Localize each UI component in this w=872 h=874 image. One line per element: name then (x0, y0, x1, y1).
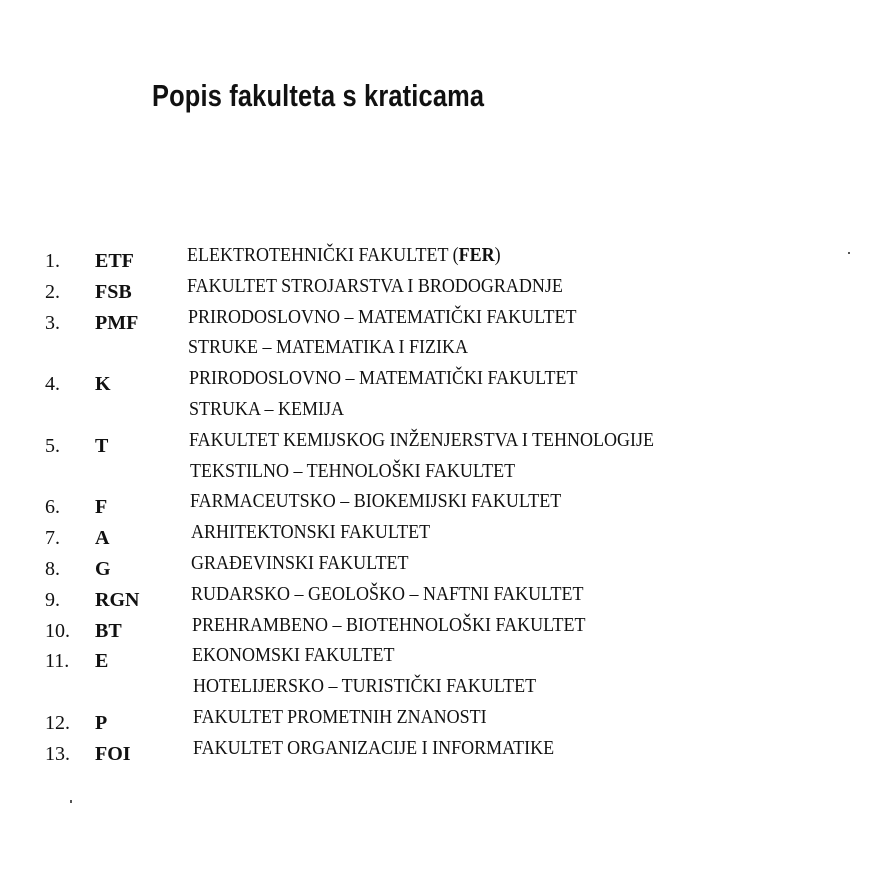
item-name: TEKSTILNO – TEHNOLOŠKI FAKULTET (189, 459, 515, 482)
item-number: 11. (45, 650, 70, 673)
item-number: 8. (45, 557, 60, 580)
item-name: EKONOMSKI FAKULTET (192, 644, 395, 667)
item-abbreviation: A (95, 527, 110, 550)
item-name: PRIRODOSLOVNO – MATEMATIČKI FAKULTET (188, 367, 578, 390)
item-name: STRUKE – MATEMATIKA I FIZIKA (188, 336, 469, 359)
item-name: GRAĐEVINSKI FAKULTET (191, 551, 409, 574)
list-item-continuation (0, 675, 872, 706)
item-number: 9. (45, 588, 60, 611)
item-number: 1. (45, 250, 60, 272)
item-name: FAKULTET ORGANIZACIJE I INFORMATIKE (193, 736, 555, 759)
list-item (0, 521, 872, 552)
item-name: FAKULTET STROJARSTVA I BRODOGRADNJE (187, 274, 564, 297)
scan-speck (70, 800, 72, 803)
item-name (187, 244, 501, 267)
item-number: 13. (45, 742, 70, 765)
item-abbreviation: P (95, 711, 108, 734)
list-item-continuation (0, 336, 872, 367)
item-abbreviation: E (95, 650, 109, 673)
item-abbreviation: ETF (95, 250, 134, 272)
list-item-continuation (0, 460, 872, 491)
item-abbreviation: G (95, 557, 111, 580)
list-item (0, 490, 872, 521)
item-name: STRUKA – KEMIJA (189, 397, 345, 420)
item-name: FAKULTET KEMIJSKOG INŽENJERSTVA I TEHNOLOGIJE (189, 428, 655, 451)
item-number: 4. (45, 373, 60, 396)
list-item (0, 367, 872, 398)
item-name: FAKULTET PROMETNIH ZNANOSTI (193, 705, 487, 728)
item-name-bold: FER (458, 244, 495, 266)
item-abbreviation: BT (95, 619, 122, 642)
page-title: Popis fakulteta s kraticama (152, 78, 485, 113)
list-item (0, 737, 872, 768)
item-abbreviation: FSB (95, 280, 132, 303)
item-name: PRIRODOSLOVNO – MATEMATIČKI FAKULTET (187, 305, 577, 328)
item-name-part: ELEKTROTEHNIČKI FAKULTET ( (187, 244, 459, 266)
item-number: 5. (45, 434, 60, 457)
item-number: 3. (45, 311, 60, 334)
item-abbreviation: PMF (95, 311, 139, 334)
item-abbreviation: F (95, 496, 108, 519)
item-number: 10. (45, 619, 70, 642)
list-item-continuation (0, 398, 872, 429)
item-number: 2. (45, 280, 60, 303)
scan-speck (848, 252, 850, 254)
list-item (0, 644, 872, 675)
list-item (0, 429, 872, 460)
item-number: 12. (45, 711, 70, 734)
item-name: PREHRAMBENO – BIOTEHNOLOŠKI FAKULTET (191, 613, 586, 636)
item-name-part: ) (494, 244, 501, 266)
item-abbreviation: T (95, 434, 109, 457)
item-abbreviation: K (95, 373, 111, 396)
item-abbreviation: RGN (95, 588, 140, 611)
list-item (0, 306, 872, 337)
item-number: 7. (45, 527, 60, 550)
list-item (0, 552, 872, 583)
list-item (0, 614, 872, 645)
item-name: HOTELIJERSKO – TURISTIČKI FAKULTET (192, 675, 536, 698)
item-name: ARHITEKTONSKI FAKULTET (190, 521, 430, 544)
faculty-list (0, 244, 872, 768)
item-abbreviation: FOI (95, 742, 131, 765)
item-number: 6. (45, 496, 60, 519)
list-item (0, 706, 872, 737)
item-name: RUDARSKO – GEOLOŠKO – NAFTNI FAKULTET (191, 582, 584, 605)
item-name: FARMACEUTSKO – BIOKEMIJSKI FAKULTET (190, 490, 562, 513)
list-item (0, 244, 872, 275)
list-item (0, 583, 872, 614)
list-item (0, 275, 872, 306)
